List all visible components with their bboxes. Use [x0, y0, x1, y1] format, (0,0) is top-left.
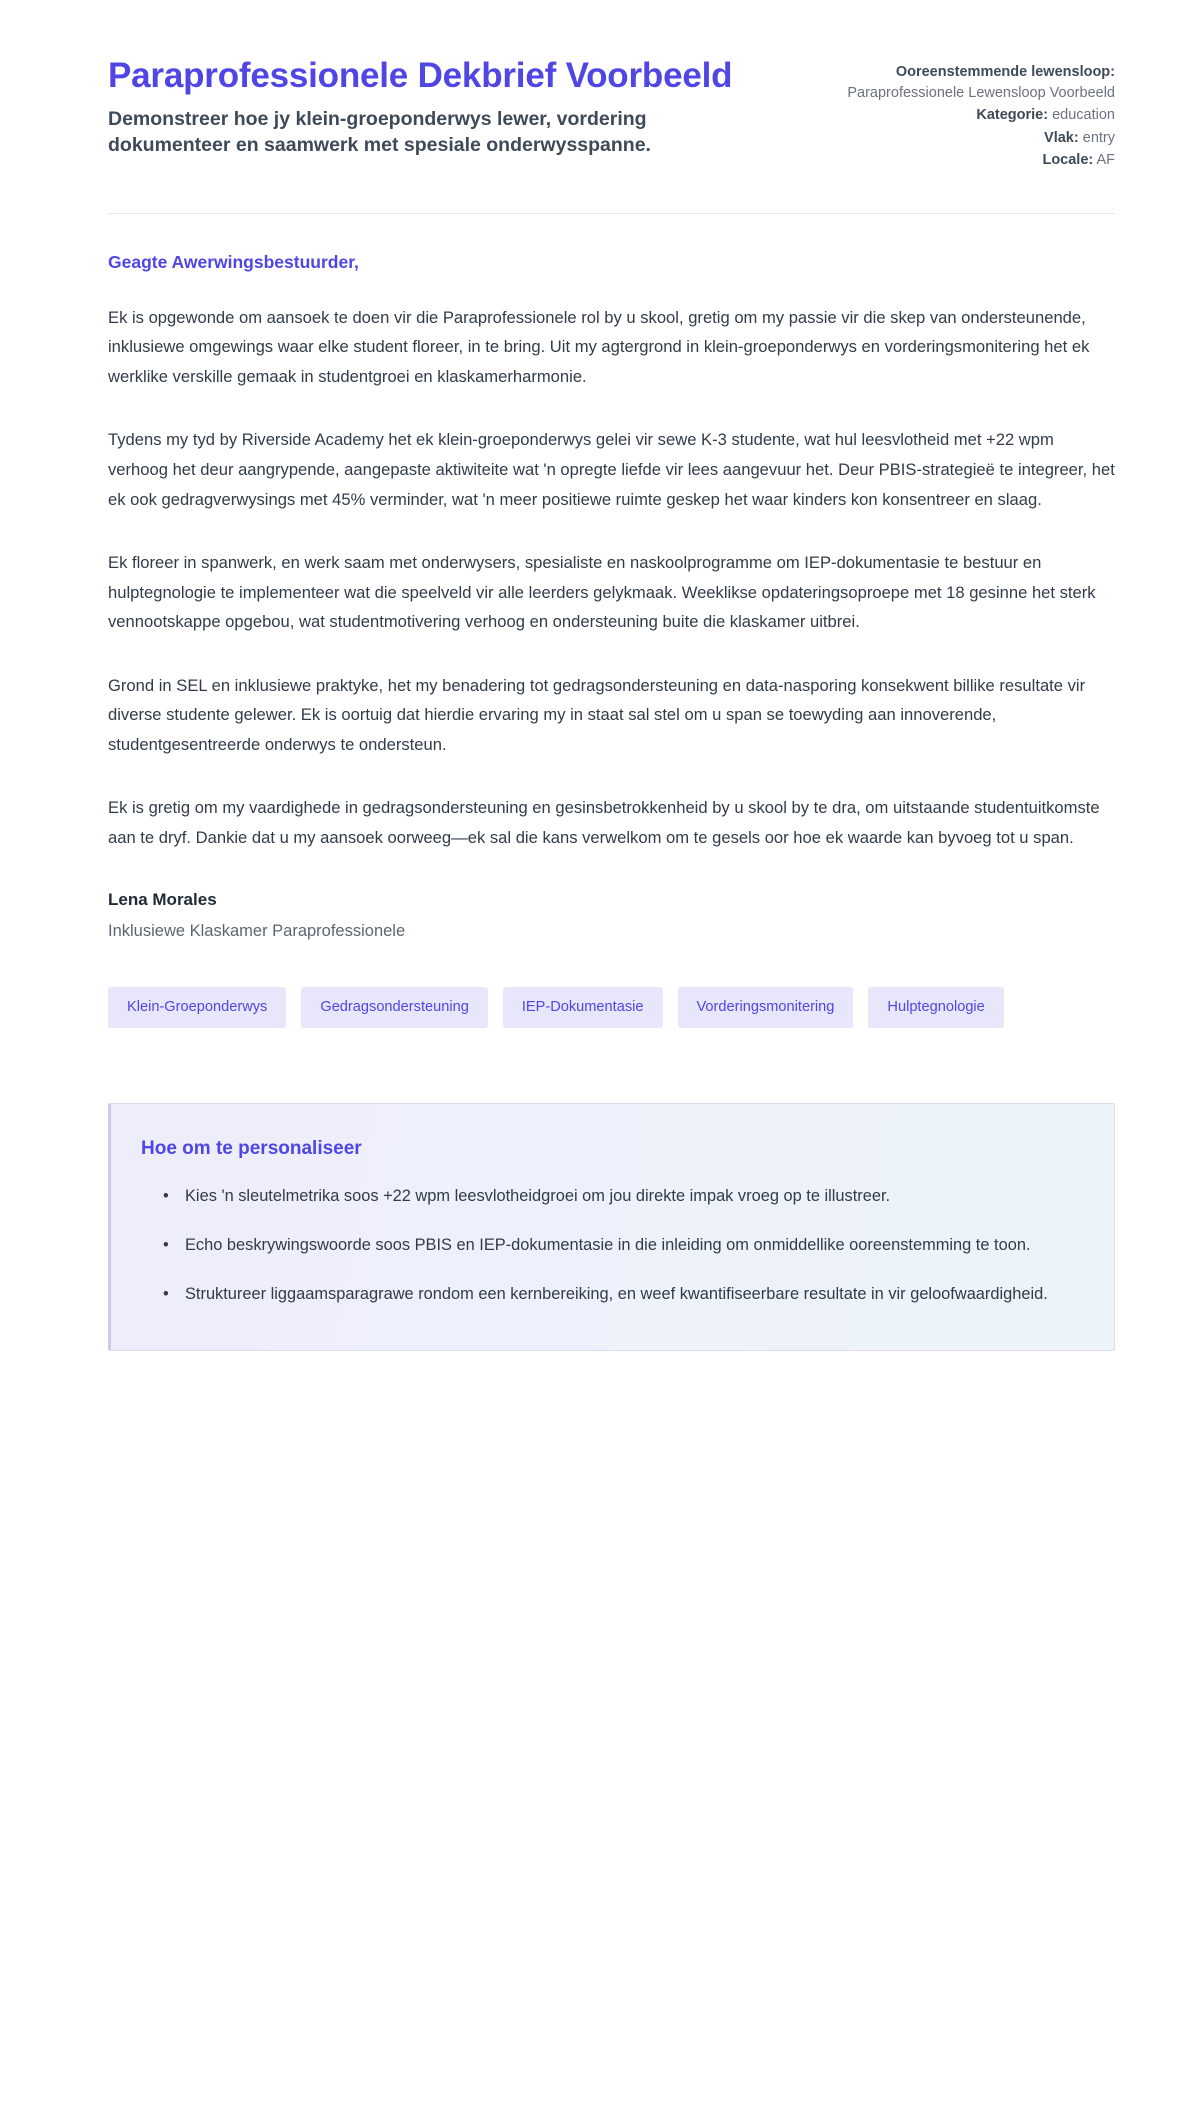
letter-paragraph: Ek floreer in spanwerk, en werk saam met onderwysers, spesialiste en naskoolprogramme om IEP-dokumentasie te bestuur en hulptegnologie te implementeer wat die speelveld vir alle leerders gelykmaak. Weeklikse opdateringsoproepe met 18 gesinne het sterk vennootskappe opgebou, wat studentmotivering verhoog en ondersteuning buite die klaskamer uitbrei.: [108, 553, 1096, 632]
tips-list-item: • Kies 'n sleutelmetrika soos +22 wpm leesvlotheidgroei om jou direkte impak vroeg op te illustreer.: [163, 1182, 1074, 1211]
letter-salutation: Geagte Awerwingsbestuurder,: [108, 251, 359, 272]
letter-paragraph: Tydens my tyd by Riverside Academy het ek klein-groeponderwys gelei vir sewe K-3 studente, wat hul leesvlotheid met +22 wpm verhoog het deur aangrypende, aangepaste aktiwiteite wat 'n opregte liefde vir lees aangevuur het. Deur PBIS-strategieë te integreer, het ek ook gedragverwysings met 45% verminder, wat 'n meer positiewe ruimte geskep het waar kinders kon konsentreer en slaag.: [108, 430, 1115, 509]
meta-locale-label: Locale:: [1042, 152, 1094, 169]
tag-item[interactable]: IEP-Dokumentasie: [503, 987, 663, 1028]
signature-block: [108, 890, 1115, 941]
meta-matching-resume: [845, 62, 1115, 103]
meta-category-value: education: [1052, 107, 1115, 124]
document-metadata: [845, 54, 1115, 171]
tips-list-item: • Echo beskrywingswoorde soos PBIS en IEP-dokumentasie in die inleiding om onmiddellike ooreenstemming te toon.: [163, 1231, 1074, 1260]
letter-paragraph: Grond in SEL en inklusiewe praktyke, het my benadering tot gedragsondersteuning en data-nasporing konsekwent billike resultate vir diverse studente gelewer. Ek is oortuig dat hierdie ervaring my in staat sal stel om u span se toewyding aan innoverende, studentgesentreerde onderwys te ondersteun.: [108, 675, 1086, 754]
personalization-tips-panel: [108, 1103, 1115, 1351]
meta-locale: [845, 150, 1115, 171]
meta-level: [845, 128, 1115, 149]
meta-level-label: Vlak:: [1044, 129, 1079, 146]
meta-matching-resume-label: Ooreenstemmende lewensloop:: [895, 64, 1115, 80]
meta-level-value: entry: [1082, 129, 1115, 146]
meta-category-label: Kategorie:: [976, 107, 1049, 124]
meta-matching-resume-value: Paraprofessionele Lewensloop Voorbeeld: [847, 84, 1115, 101]
signature-role: Inklusiewe Klaskamer Paraprofessionele: [108, 922, 406, 941]
page-title: Paraprofessionele Dekbrief Voorbeeld: [108, 56, 733, 95]
page-subtitle: Demonstreer hoe jy klein-groeponderwys lewer, vordering dokumenteer en saamwerk met spesiale onderwysspanne.: [108, 108, 651, 156]
tips-list: [141, 1182, 1074, 1310]
header-title-block: [108, 54, 748, 159]
document-header: [108, 40, 1115, 171]
letter-paragraph: Ek is opgewonde om aansoek te doen vir die Paraprofessionele rol by u skool, gretig om my passie vir die skep van ondersteunende, inklusiewe omgewings waar elke student floreer, in te bring. Uit my agtergrond in klein-groeponderwys en vorderingsmonitering het ek werklike verskille gemaak in studentgroei en klaskamerharmonie.: [108, 307, 1090, 386]
letter-body: [108, 214, 1115, 941]
tag-item[interactable]: Vorderingsmonitering: [678, 987, 854, 1028]
tag-item[interactable]: Gedragsondersteuning: [301, 987, 487, 1028]
tips-list-item: • Struktureer liggaamsparagrawe rondom een kernbereiking, en weef kwantifiseerbare resultate in vir geloofwaardigheid.: [163, 1280, 1074, 1309]
tag-item[interactable]: Hulptegnologie: [868, 987, 1003, 1028]
tag-list: [108, 987, 1008, 1028]
meta-locale-value: AF: [1096, 152, 1115, 169]
meta-category: [845, 105, 1115, 126]
signature-name: Lena Morales: [108, 890, 217, 910]
tag-item[interactable]: Klein-Groeponderwys: [108, 987, 286, 1028]
letter-paragraph: Ek is gretig om my vaardighede in gedragsondersteuning en gesinsbetrokkenheid by u skool by te dra, om uitstaande studentuitkomste aan te dryf. Dankie dat u my aansoek oorweeg—ek sal die kans verwelkom om te gesels oor hoe ek waarde kan byvoeg tot u span.: [108, 798, 1100, 847]
tips-title: Hoe om te personaliseer: [141, 1137, 362, 1159]
